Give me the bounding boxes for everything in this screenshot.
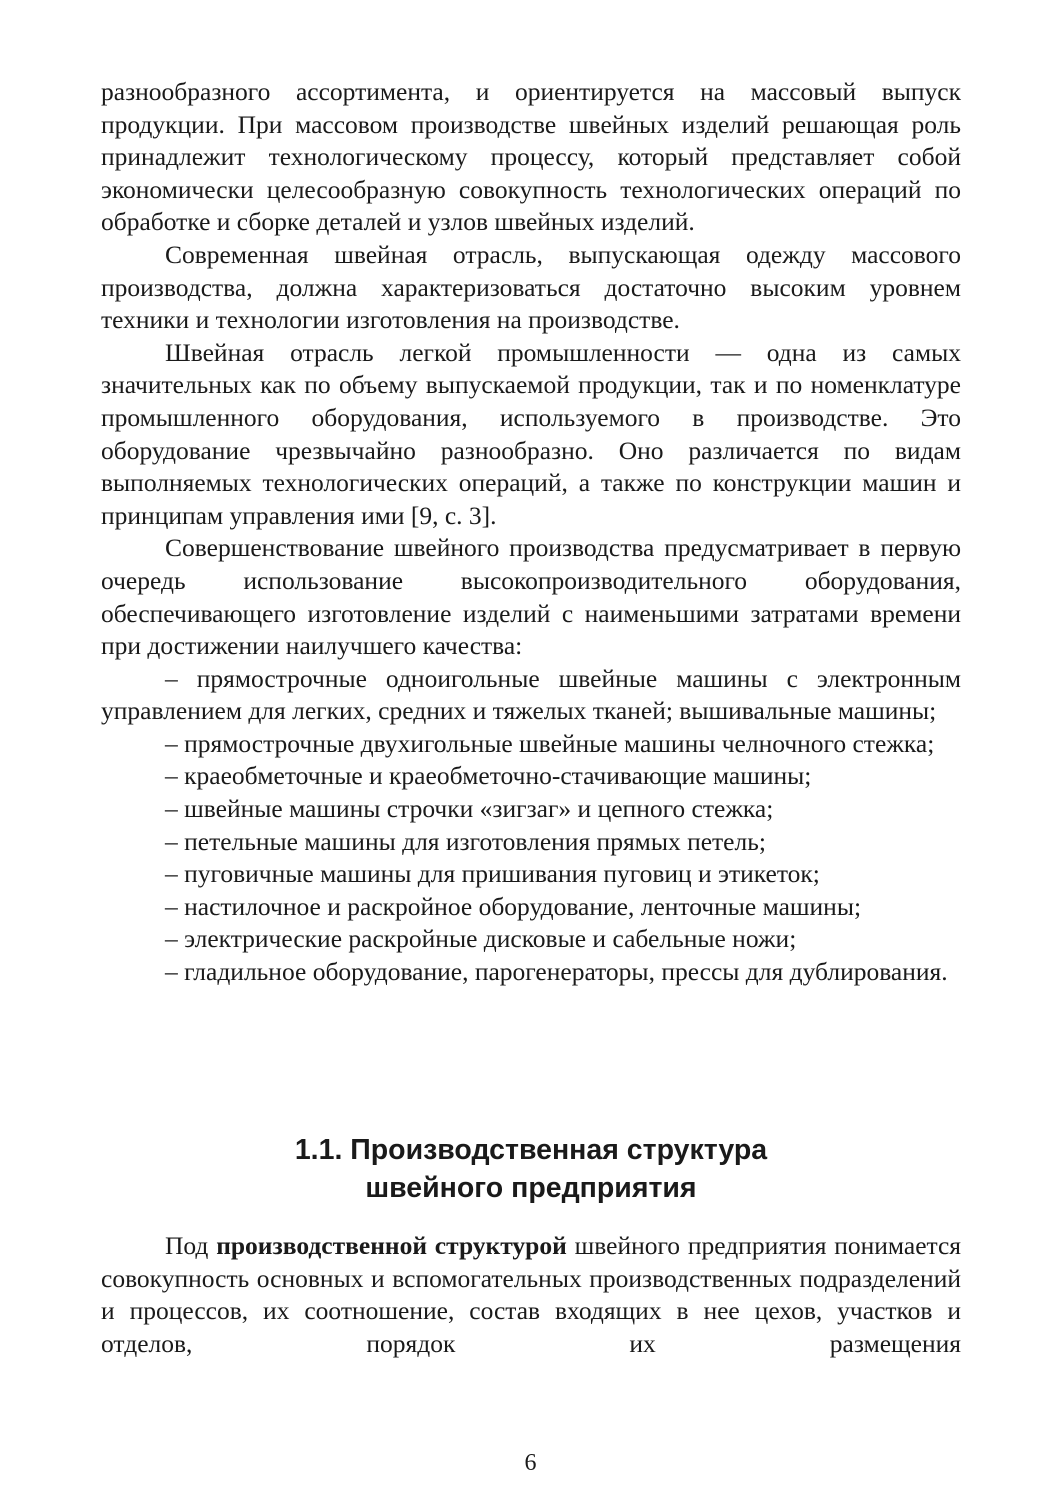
section-paragraph	[101, 1230, 961, 1360]
list-item: – прямострочные двухигольные швейные машины челночного стежка;	[165, 728, 935, 758]
list-item: – краеобметочные и краеобметочно-стачивающие машины;	[165, 761, 812, 791]
paragraph: Совершенствование швейного производства предусматривает в первую очередь использование высокопроизводительного оборудования, обеспечивающего изготовление изделий с наименьшими затратами времени при достижении наилучшего качества:	[101, 533, 961, 661]
section-heading	[101, 1131, 961, 1207]
section-heading-line: швейного предприятия	[365, 1172, 697, 1204]
paragraph: Современная швейная отрасль, выпускающая одежду массового производства, должна характеризоваться достаточно высоким уровнем техники и технологии изготовления на производстве.	[101, 239, 961, 335]
term-bold: производственной структурой	[216, 1231, 567, 1260]
paragraph: Швейная отрасль легкой промышленности — одна из самых значительных как по объему выпускаемой продукции, так и по номенклатуре промышленного оборудования, используемого в производстве. Это оборудование чрезвычайно разнообразно. Оно различается по видам выполняемых технологических операций, а также по конструкции машин и принципам управления ими [9, с. 3].	[101, 337, 961, 530]
list-item: – гладильное оборудование, парогенераторы, прессы для дублирования.	[165, 957, 948, 987]
list-item: – пуговичные машины для пришивания пуговиц и этикеток;	[165, 859, 820, 889]
list-item: – петельные машины для изготовления прямых петель;	[165, 826, 766, 856]
paragraph-prefix: Под	[165, 1231, 209, 1260]
list-item: – настилочное и раскройное оборудование, ленточные машины;	[165, 891, 862, 921]
page-number: 6	[524, 1450, 537, 1476]
paragraph: разнообразного ассортимента, и ориентируется на массовый выпуск продукции. При массовом производстве швейных изделий решающая роль принадлежит технологическому процессу, который представляет собой экономически целесообразную совокупность технологических операций по обработке и сборке деталей и узлов швейных изделий.	[101, 77, 961, 237]
body-text	[101, 76, 961, 989]
section-heading-line: 1.1. Производственная структура	[294, 1134, 768, 1166]
list-item: – электрические раскройные дисковые и сабельные ножи;	[165, 924, 797, 954]
paragraph-rest: швейного предприятия понимается совокупность основных и вспомогательных производственных подразделений и процессов, их соотношение, состав входящих в нее цехов, участков и отделов, порядок их размещения	[101, 1231, 962, 1358]
list-item: – прямострочные одноигольные швейные машины с электронным управлением для легких, средних и тяжелых тканей; вышивальные машины;	[101, 663, 961, 726]
list-item: – швейные машины строчки «зигзаг» и цепного стежка;	[165, 794, 774, 824]
section-text	[101, 1230, 961, 1360]
